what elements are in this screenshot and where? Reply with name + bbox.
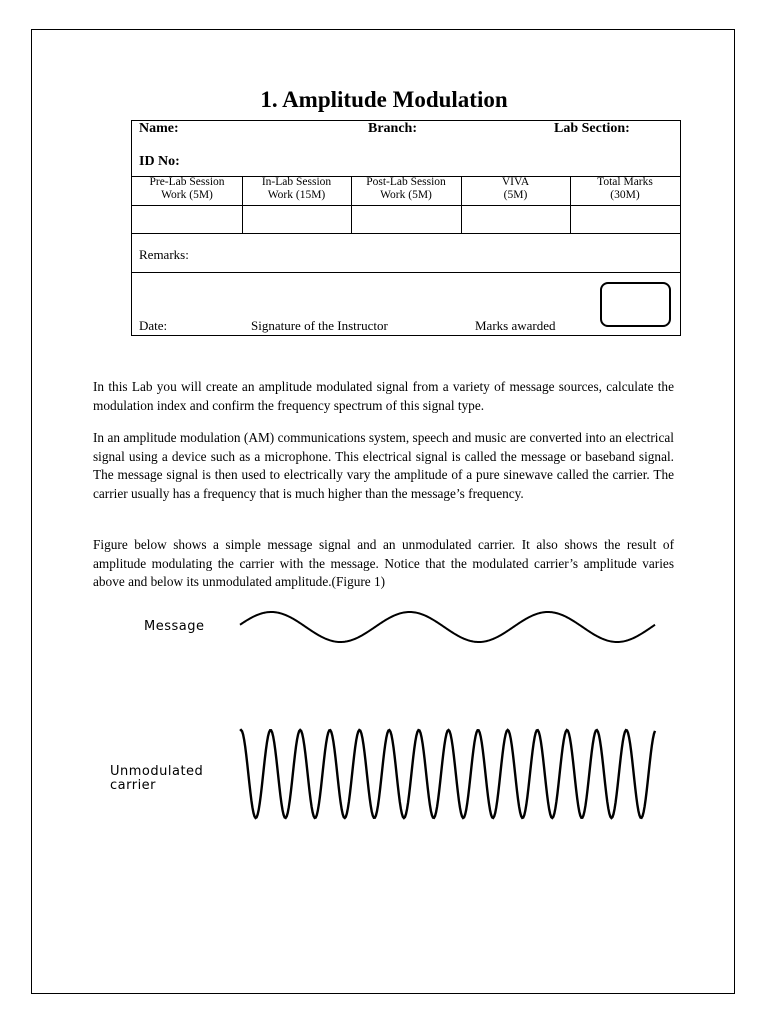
page-title: 1. Amplitude Modulation xyxy=(260,87,508,112)
id-label: ID No: xyxy=(139,154,180,169)
col-viva: VIVA (5M) xyxy=(501,176,530,201)
carrier-label: Unmodulated carrier xyxy=(110,764,204,793)
signature-label: Signature of the Instructor xyxy=(251,318,388,333)
marks-awarded-label: Marks awarded xyxy=(475,318,556,333)
message-label: Message xyxy=(144,619,205,634)
col-pre-lab: Pre-Lab Session Work (5M) xyxy=(149,176,225,201)
name-label: Name: xyxy=(139,121,179,136)
lab-section-label: Lab Section: xyxy=(554,121,630,136)
remarks-label: Remarks: xyxy=(139,247,189,262)
col-post-lab: Post-Lab Session Work (5M) xyxy=(366,176,446,201)
branch-label: Branch: xyxy=(368,121,417,136)
col-total-marks: Total Marks (30M) xyxy=(597,176,653,201)
am-description-paragraph: In an amplitude modulation (AM) communications system, speech and music are converted into an electrical signal using a device such as a microphone. This electrical signal is called the message or baseband signal. The message signal is then used to electrically vary the amplitude of a pure sinewave called the carrier. The carrier usually has a frequency that is much higher than the message’s frequency. xyxy=(93,430,674,501)
carrier-wave-line xyxy=(240,730,655,818)
date-label: Date: xyxy=(139,318,168,333)
figure-description-paragraph: Figure below shows a simple message signal and an unmodulated carrier. It also shows the result of amplitude modulating the carrier with the message. Notice that the modulated carrier’s amplitude varies above and below its unmodulated amplitude.(Figure 1) xyxy=(93,537,674,589)
intro-paragraph: In this Lab you will create an amplitude modulated signal from a variety of message sources, calculate the modulation index and confirm the frequency spectrum of this signal type. xyxy=(93,379,674,413)
col-in-lab: In-Lab Session Work (15M) xyxy=(261,176,332,201)
